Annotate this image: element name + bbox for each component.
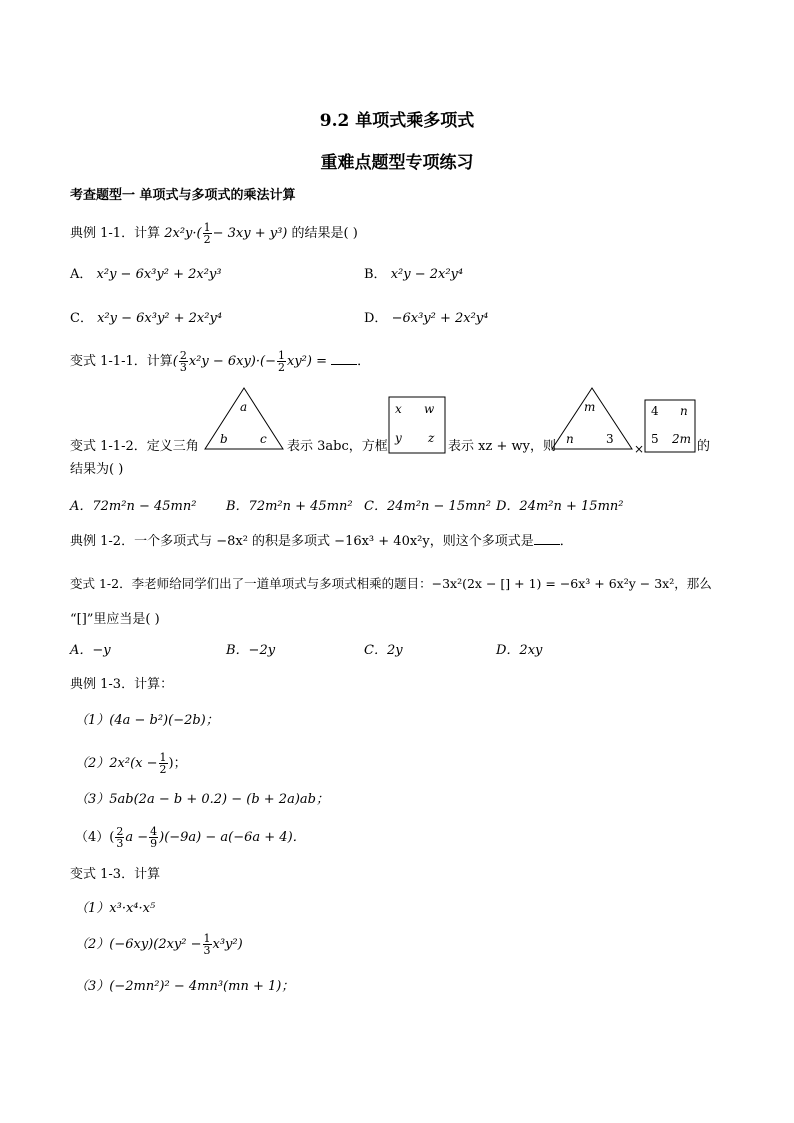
box-figure-1 [388,396,446,454]
triangle-figure-2 [550,386,634,452]
example-1-1-expr-post: − 3xy + y³) [212,226,288,241]
variant-1-1-2-option-d: D．24m²n + 15mn² [496,499,624,514]
fraction-four-ninths: $\frac{4}{9}$ [150,825,158,850]
fraction-one-third: $\frac{1}{3}$ [203,932,211,957]
example-1-3-part-2: （2）2x²(x − $\frac{1}{2}$ )； [75,751,187,776]
answer-blank-2[interactable] [534,544,560,545]
box2-top-right: n [680,404,688,418]
variant-1-1-1: 变式 1-1-1．计算( $\frac{2}{3}$ x²y − 6xy)·(− $\frac{1}{2}$ xy²) = ． [70,349,371,374]
example-1-3-part-3: （3）5ab(2a − b + 0.2) − (b + 2a)ab； [75,792,329,807]
fraction-two-thirds: $\frac{2}{3}$ [179,349,187,374]
box1-top-left: x [395,402,402,416]
example-1-1-label: 典例 1-1．计算 [70,226,161,241]
example-1-1-option-b: B． x²y − 2x²y⁴ [364,267,464,282]
box1-bottom-left: y [395,431,402,445]
triangle2-top: m [584,400,596,414]
variant-1-1-2-end: 的 [697,439,711,454]
triangle1-right: c [260,432,267,446]
variant-1-3-part-1: （1）x³·x⁴·x⁵ [75,901,156,916]
page-title: 9.2 单项式乘多项式 [319,111,475,131]
example-1-3-part-1: （1）(4a − b²)(−2b)； [75,713,219,728]
fraction-one-half-3: $\frac{1}{2}$ [159,751,167,776]
triangle1-top: a [240,400,248,414]
variant-1-3-part-3: （3）(−2mn²)² − 4mn³(mn + 1)； [75,979,295,994]
page-subtitle: 重难点题型专项练习 [320,153,474,173]
variant-1-2-line2: “[]”里应当是( ) [70,612,160,627]
example-1-3-label: 典例 1-3．计算： [70,677,174,692]
triangle2-right: 3 [606,432,614,446]
variant-1-1-2-mid2: 表示 xz + wy，则 [448,439,556,454]
fraction-one-half: $\frac{1}{2}$ [203,221,211,246]
section-heading: 考查题型一 单项式与多项式的乘法计算 [70,188,296,203]
box1-bottom-right: z [428,431,435,445]
variant-1-1-2-option-c: C．24m²n − 15mn² [364,499,492,514]
triangle-figure-1 [203,386,285,452]
variant-1-2-option-b: B．−2y [226,643,276,658]
variant-1-1-2-option-a: A．72m²n − 45mn² [70,499,197,514]
example-1-1-option-c: C． x²y − 6x³y² + 2x²y⁴ [70,311,223,326]
example-1-3-part-4: （4）( $\frac{2}{3}$ a − $\frac{4}{9}$ )(−9a) − a(−6a + 4)． [75,825,306,850]
box1-top-right: w [424,402,435,416]
variant-1-1-2-line2: 结果为( ) [70,462,124,477]
variant-1-3-part-2: （2）(−6xy)(2xy² − $\frac{1}{3}$ x³y²) [75,932,243,957]
answer-blank[interactable] [331,364,357,365]
times-sign: × [634,442,645,456]
variant-1-2-option-d: D．2xy [496,643,543,658]
variant-1-2-option-a: A．−y [70,643,111,658]
box2-bottom-right: 2m [672,432,692,446]
box2-bottom-left: 5 [651,432,659,446]
example-1-2: 典例 1-2．一个多项式与 −8x² 的积是多项式 −16x³ + 40x²y，则这个多项式是 ． [70,534,573,549]
example-1-1-option-d: D． −6x³y² + 2x²y⁴ [364,311,489,326]
fraction-two-thirds-2: $\frac{2}{3}$ [116,825,124,850]
example-1-1-tail: 的结果是( ) [291,226,358,241]
fraction-one-half-2: $\frac{1}{2}$ [277,349,285,374]
box-figure-2 [644,399,696,453]
variant-1-3-label: 变式 1-3．计算 [70,867,161,882]
example-1-1-option-a: A． x²y − 6x³y² + 2x²y³ [70,267,222,282]
example-1-1 [70,222,358,245]
variant-1-1-2-option-b: B．72m²n + 45mn² [226,499,353,514]
triangle1-left: b [220,432,228,446]
variant-1-1-2-label: 变式 1-1-2．定义三角 [70,439,199,454]
triangle2-left: n [566,432,574,446]
example-1-1-expr-pre: 2x²y·( [164,226,202,241]
variant-1-2-line1: 变式 1-2．李老师给同学们出了一道单项式与多项式相乘的题目：−3x²(2x − [] + 1) = −6x³ + 6x²y − 3x²，那么 [70,576,712,591]
box2-top-left: 4 [651,404,659,418]
variant-1-2-option-c: C．2y [364,643,403,658]
variant-1-1-2-mid1: 表示 3abc，方框 [287,439,388,454]
